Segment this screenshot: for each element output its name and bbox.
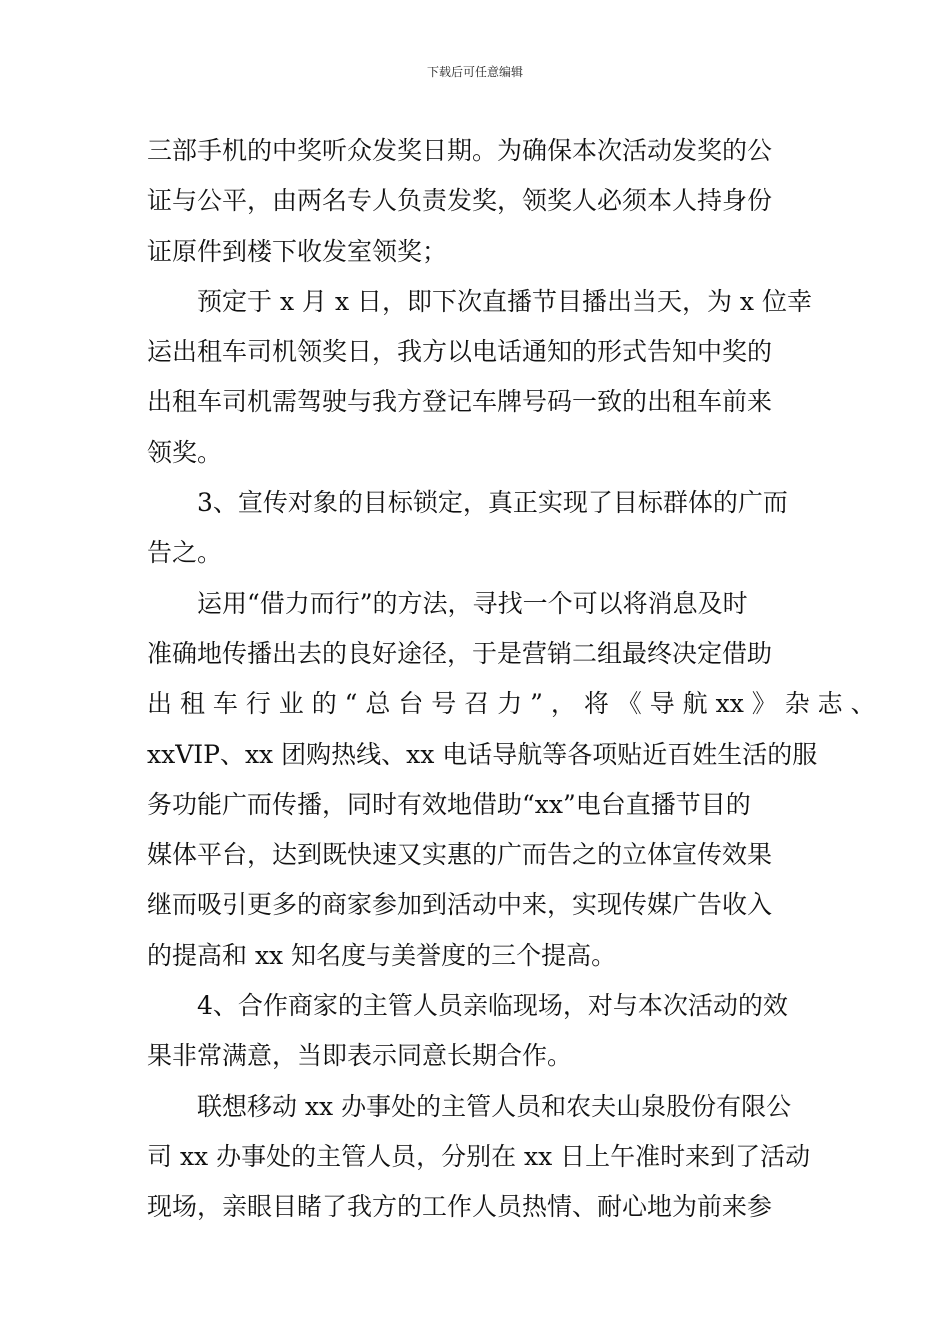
text-line: 运出租车司机领奖日，我方以电话通知的形式告知中奖的 — [147, 337, 773, 367]
text-line: 证原件到楼下收发室领奖； — [147, 236, 448, 266]
text-line: 三部手机的中奖听众发奖日期。为确保本次活动发奖的公 — [147, 136, 773, 165]
paragraph-first-line: 运用“借力而行”的方法，寻找一个可以将消息及时 — [197, 588, 748, 618]
paragraph-first-line: 3、宣传对象的目标锁定，真正实现了目标群体的广而 — [197, 488, 788, 518]
text-line: xxVIP、xx 团购热线、xx 电话导航等各项贴近百姓生活的服 — [147, 739, 818, 769]
text-line: 的提高和 xx 知名度与美誉度的三个提高。 — [147, 940, 617, 970]
text-line: 告之。 — [147, 538, 223, 568]
text-line: 媒体平台，达到既快速又实惠的广而告之的立体宣传效果 — [147, 840, 773, 870]
text-line: 务功能广而传播，同时有效地借助“xx”电台直播节目的 — [147, 789, 751, 819]
paragraph-first-line: 4、合作商家的主管人员亲临现场，对与本次活动的效 — [197, 991, 788, 1021]
text-line: 出 租 车 行 业 的 “ 总 台 号 召 力 ” ， 将 《 导 航 xx 》 杂 志 、 — [147, 689, 876, 719]
text-line: 证与公平，由两名专人负责发奖，领奖人必须本人持身份 — [147, 186, 773, 216]
text-line: 继而吸引更多的商家参加到活动中来，实现传媒广告收入 — [147, 890, 773, 920]
text-line: 领奖。 — [147, 437, 223, 467]
page-header: 下载后可任意编辑 — [426, 65, 523, 79]
text-line: 司 xx 办事处的主管人员，分别在 xx 日上午准时来到了活动 — [147, 1141, 811, 1171]
text-line: 准确地传播出去的良好途径，于是营销二组最终决定借助 — [147, 638, 773, 668]
paragraph-first-line: 联想移动 xx 办事处的主管人员和农夫山泉股份有限公 — [197, 1091, 792, 1121]
text-line: 果非常满意，当即表示同意长期合作。 — [147, 1041, 573, 1071]
paragraph-first-line: 预定于 x 月 x 日，即下次直播节目播出当天，为 x 位幸 — [197, 286, 812, 316]
text-line: 现场，亲眼目睹了我方的工作人员热情、耐心地为前来参 — [147, 1192, 773, 1222]
document-body — [147, 126, 876, 1233]
text-line: 出租车司机需驾驶与我方登记车牌号码一致的出租车前来 — [147, 387, 773, 417]
